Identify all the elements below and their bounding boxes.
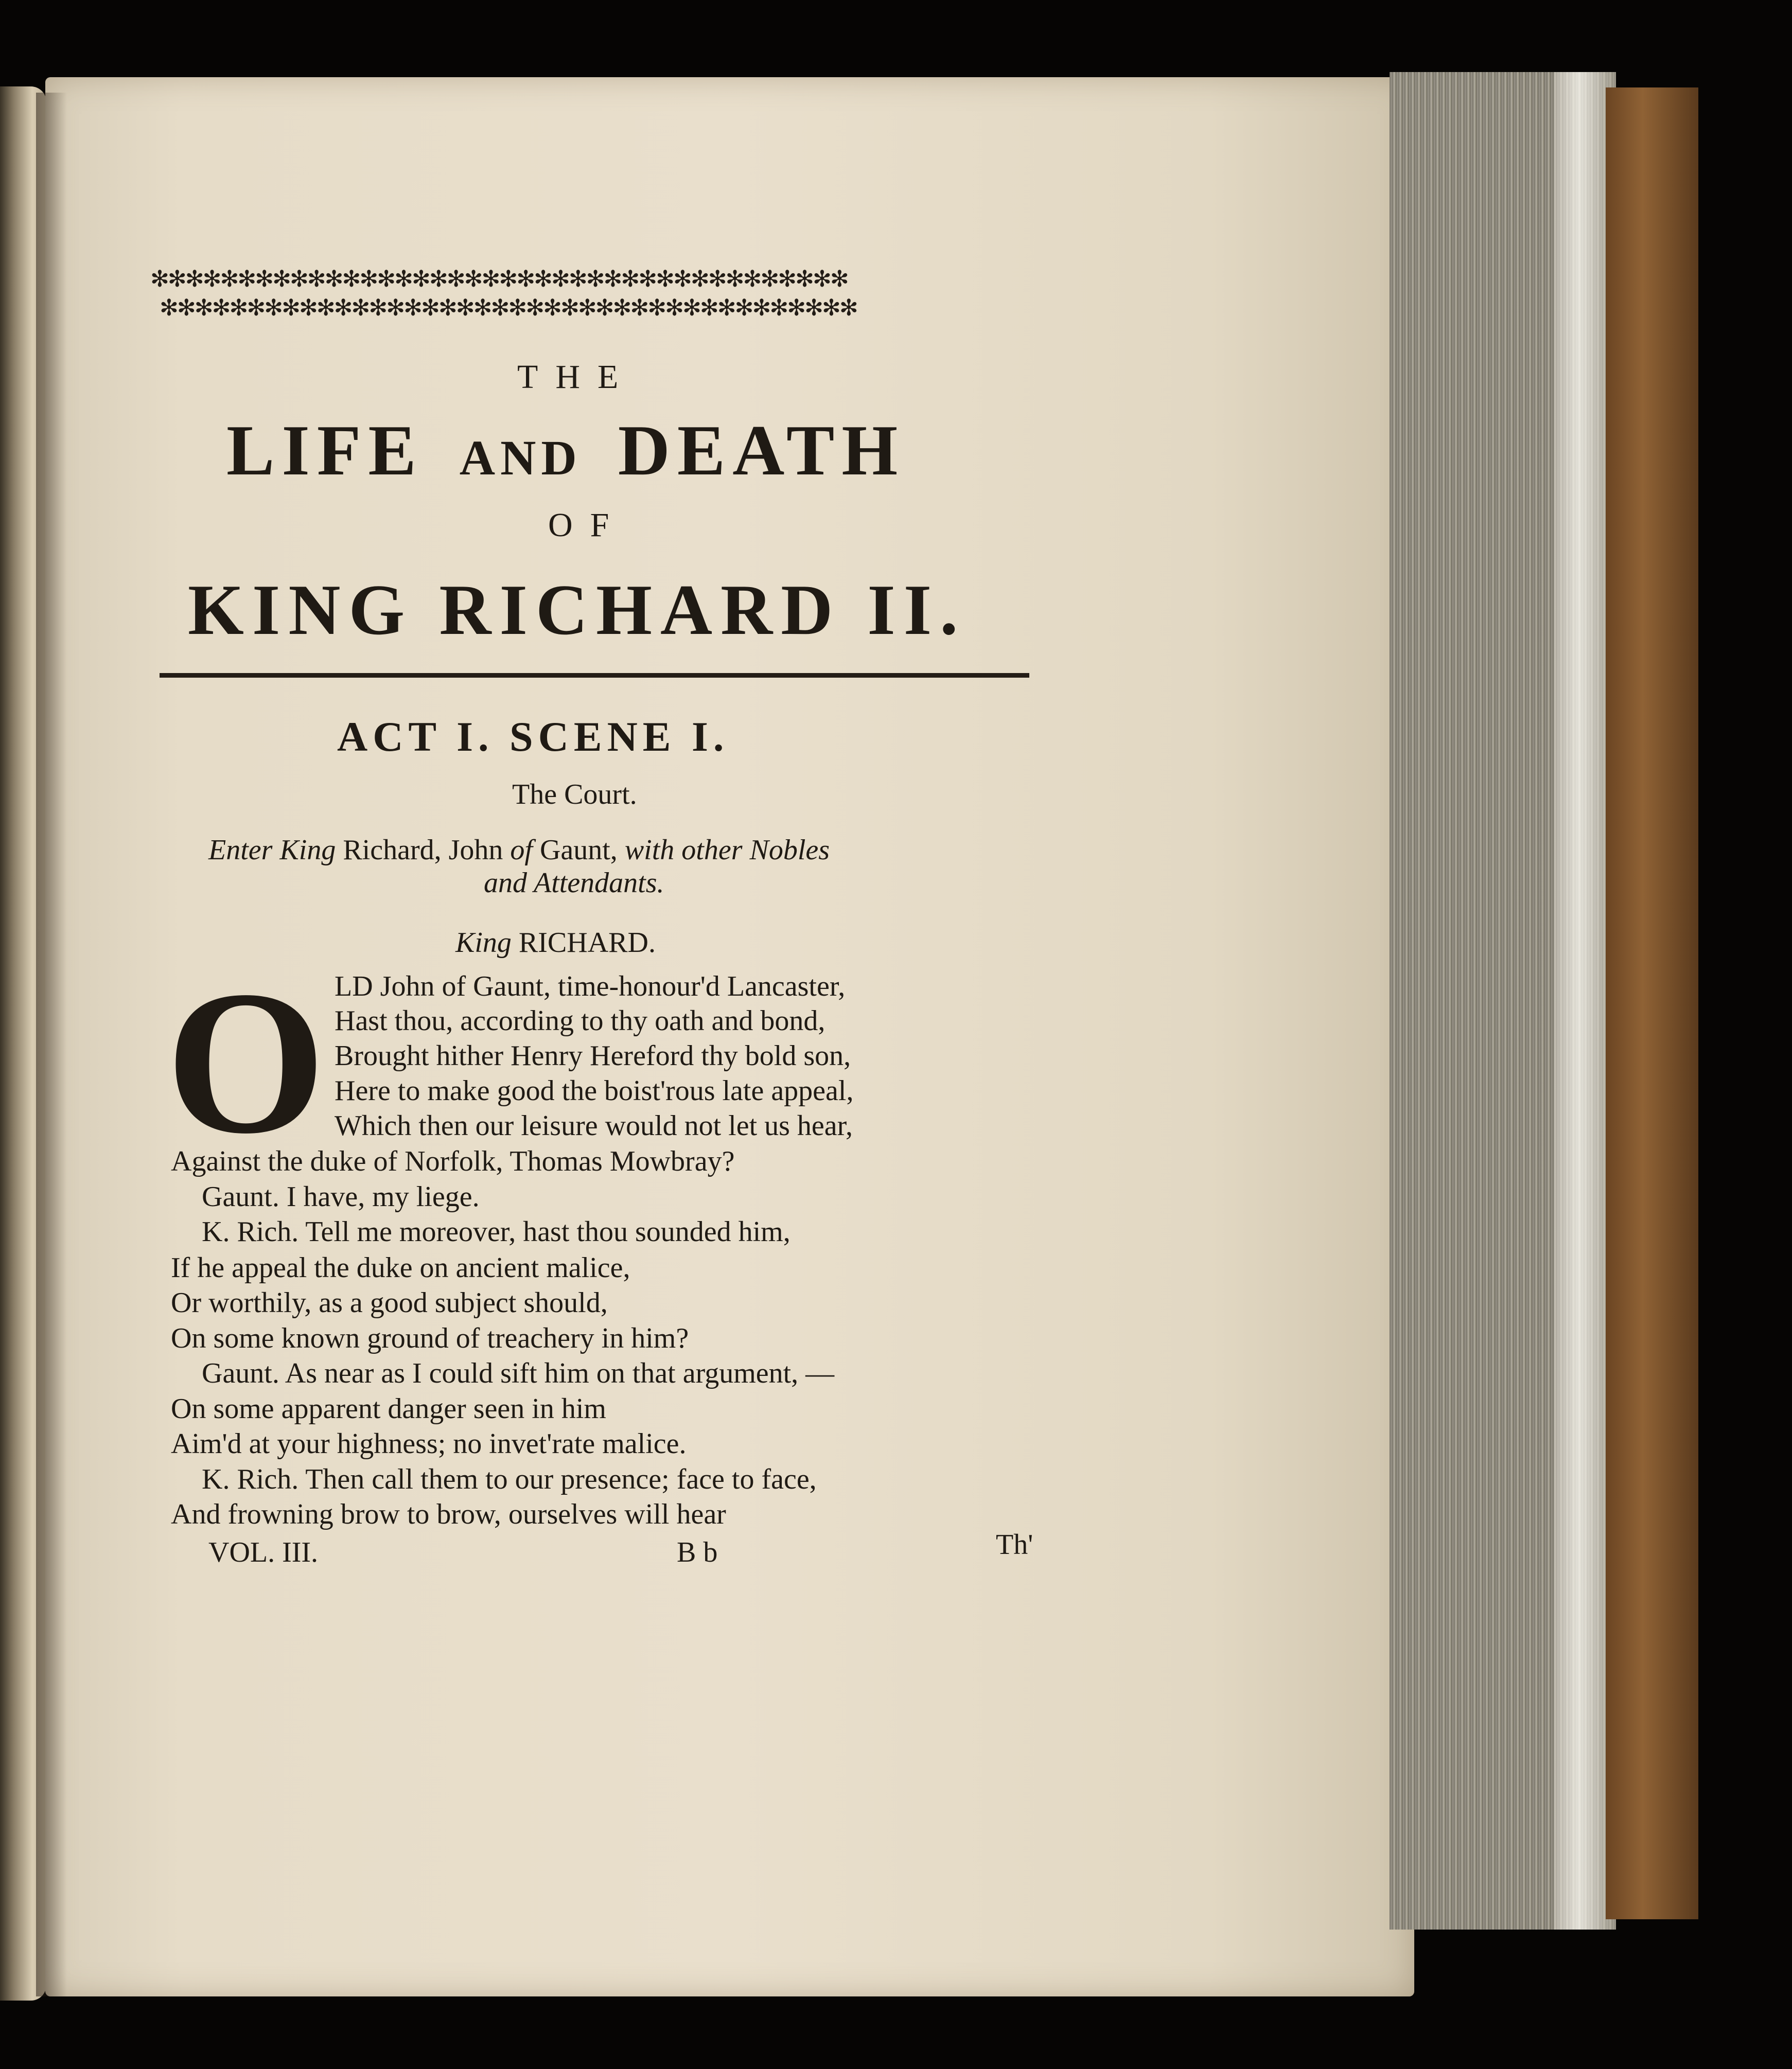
act-scene-heading: ACT I. SCENE I. (337, 713, 729, 760)
scene-location: The Court. (512, 779, 637, 810)
catchword: Th' (996, 1529, 1033, 1561)
drop-cap: O (166, 948, 326, 1176)
gutter-shadow (36, 93, 67, 1996)
verse-line: Hast thou, according to thy oath and bond, (335, 1005, 825, 1037)
verse-line: On some known ground of treachery in him? (171, 1322, 689, 1354)
verse-line: Brought hither Henry Hereford thy bold son, (335, 1040, 851, 1072)
verse-line: LD John of Gaunt, time-honour'd Lancaster, (335, 970, 846, 1002)
ornamental-border: ✻✻✻✻✻✻✻✻✻✻✻✻✻✻✻✻✻✻✻✻✻✻✻✻✻✻✻✻✻✻✻✻✻✻✻✻✻✻✻✻ ✻✻✻✻✻✻✻✻✻✻✻✻✻✻✻✻✻✻✻✻✻✻✻✻✻✻✻✻✻✻✻✻✻✻✻✻✻✻✻✻ (150, 266, 857, 321)
verse-line: Here to make good the boist'rous late appeal, (335, 1075, 854, 1107)
title-life-and-death: LIFE AND DEATH (226, 411, 905, 490)
book-cover (1606, 87, 1698, 1919)
verse-line: Gaunt. I have, my liege. (202, 1181, 480, 1213)
verse-line: Which then our leisure would not let us hear, (335, 1110, 853, 1142)
title-rule (160, 673, 1029, 678)
stage-direction: Enter King Richard, John of Gaunt, with other Nobles and Attendants. (208, 834, 830, 899)
verse-line: On some apparent danger seen in him (171, 1393, 606, 1425)
title-the: THE (517, 358, 636, 396)
verse-line: K. Rich. Then call them to our presence; face to face, (202, 1463, 817, 1495)
volume-number: VOL. III. (208, 1536, 319, 1568)
verse-line: K. Rich. Tell me moreover, hast thou sounded him, (202, 1216, 790, 1248)
title-of: OF (548, 506, 627, 544)
title-king-richard: KING RICHARD II. (188, 570, 967, 650)
verse-line: And frowning brow to brow, ourselves will hear (171, 1498, 726, 1530)
verse-line: Aim'd at your highness; no invet'rate malice. (171, 1428, 687, 1460)
verse-line: Gaunt. As near as I could sift him on that argument, — (202, 1357, 835, 1389)
verse-line: Or worthily, as a good subject should, (171, 1287, 608, 1319)
signature-mark: B b (677, 1536, 718, 1568)
page-edges (1390, 72, 1616, 1930)
verse-line: Against the duke of Norfolk, Thomas Mowbray? (171, 1145, 735, 1177)
verse-line: If he appeal the duke on ancient malice, (171, 1252, 630, 1284)
speaker-heading: King RICHARD. (455, 927, 656, 959)
